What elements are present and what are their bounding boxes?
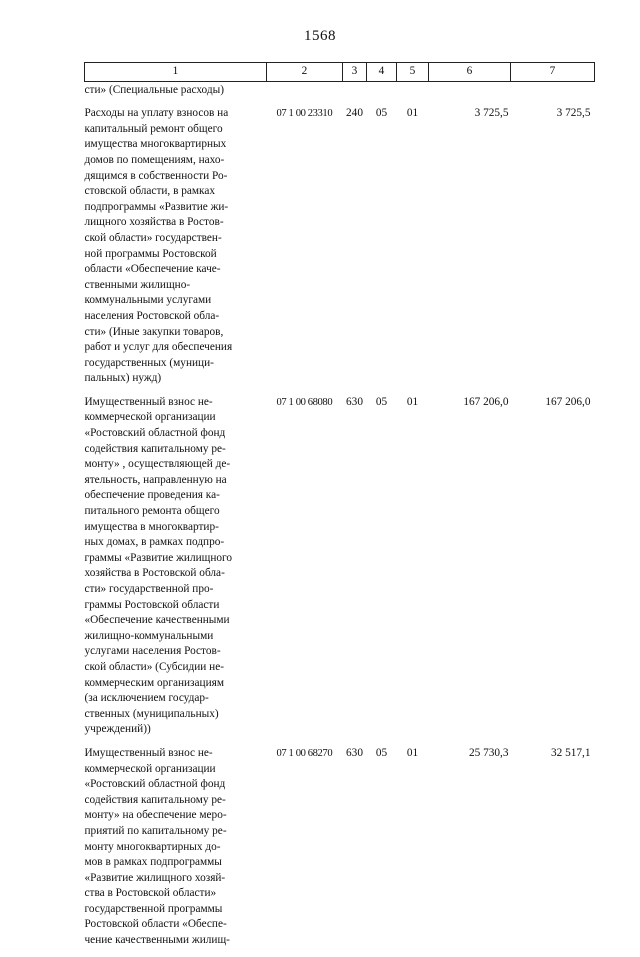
row-target-code: 07 1 00 68080 xyxy=(276,396,333,408)
table-header xyxy=(85,63,595,82)
row-subsection: 01 xyxy=(406,746,419,759)
column-header-1: 1 xyxy=(85,63,267,82)
table-row xyxy=(85,746,595,957)
budget-table xyxy=(84,62,595,957)
row-description: Расходы на уплату взносов на капитальный ремонт общего имущества многоквартирных домов по помещениям, нахо- дящимся в собственности Ро- стовской области, в рамках подпрограммы «Развитие жи- лищного хозяйства в Ростов- ской области» государствен- ной программы Ростовской области «Обеспечение каче- ственными жилищно- коммунальными услугами населения Ростовской обла- сти» (Иные закупки товаров, работ и услуг для обеспечения государственных (муници- пальных) нужд) xyxy=(84,107,233,385)
row-amount-2: 32 517,1 xyxy=(550,746,591,759)
row-description: Имущественный взнос не- коммерческой организации «Ростовский областной фонд содействия капитальному ре- монту» на обеспечение меро- приятий по капитальному ре- монту многоквартирных до- мов в рамках подпрограммы «Развитие жилищного хозяй- ства в Ростовской области» государственной программы Ростовской области «Обеспе- чение качественными жилищ- xyxy=(84,746,230,947)
column-header-7: 7 xyxy=(511,63,595,82)
row-section: 05 xyxy=(375,395,388,408)
row-expense-type: 630 xyxy=(346,395,363,408)
continuation-row xyxy=(85,81,595,106)
row-amount-1: 3 725,5 xyxy=(474,107,509,120)
row-target-code: 07 1 00 23310 xyxy=(276,108,333,120)
column-header-5: 5 xyxy=(397,63,429,82)
row-amount-1: 25 730,3 xyxy=(468,746,509,759)
row-amount-1: 167 206,0 xyxy=(463,395,509,408)
row-description: Имущественный взнос не- коммерческой организации «Ростовский областной фонд содействия капитальному ре- монту» , осуществляющей де- ятельность, направленную на обеспечение проведения ка- питального ремонта общего имущества в многоквартир- ных домах, в рамках подпро- граммы «Развитие жилищного хозяйства в Ростовской обла- сти» государственной про- граммы Ростовской области «Обеспечение качественными жилищно-коммунальными услугами населения Ростов- ской области» (Субсидии не- коммерческим организациям (за исключением государ- ственных (муниципальных) учреждений)) xyxy=(84,395,233,736)
table-row xyxy=(85,106,595,395)
row-subsection: 01 xyxy=(406,107,419,120)
row-amount-2: 167 206,0 xyxy=(545,395,591,408)
row-section: 05 xyxy=(375,746,388,759)
row-subsection: 01 xyxy=(406,395,419,408)
row-expense-type: 630 xyxy=(346,746,363,759)
row-amount-2: 3 725,5 xyxy=(556,107,591,120)
row-section: 05 xyxy=(375,107,388,120)
column-header-6: 6 xyxy=(429,63,511,82)
column-header-3: 3 xyxy=(343,63,367,82)
continuation-text: сти» (Специальные расходы) xyxy=(84,83,224,96)
row-target-code: 07 1 00 68270 xyxy=(276,747,333,759)
row-expense-type: 240 xyxy=(346,107,363,120)
column-header-4: 4 xyxy=(367,63,397,82)
table-row xyxy=(85,395,595,746)
column-header-2: 2 xyxy=(267,63,343,82)
page-number: 1568 xyxy=(304,28,336,44)
